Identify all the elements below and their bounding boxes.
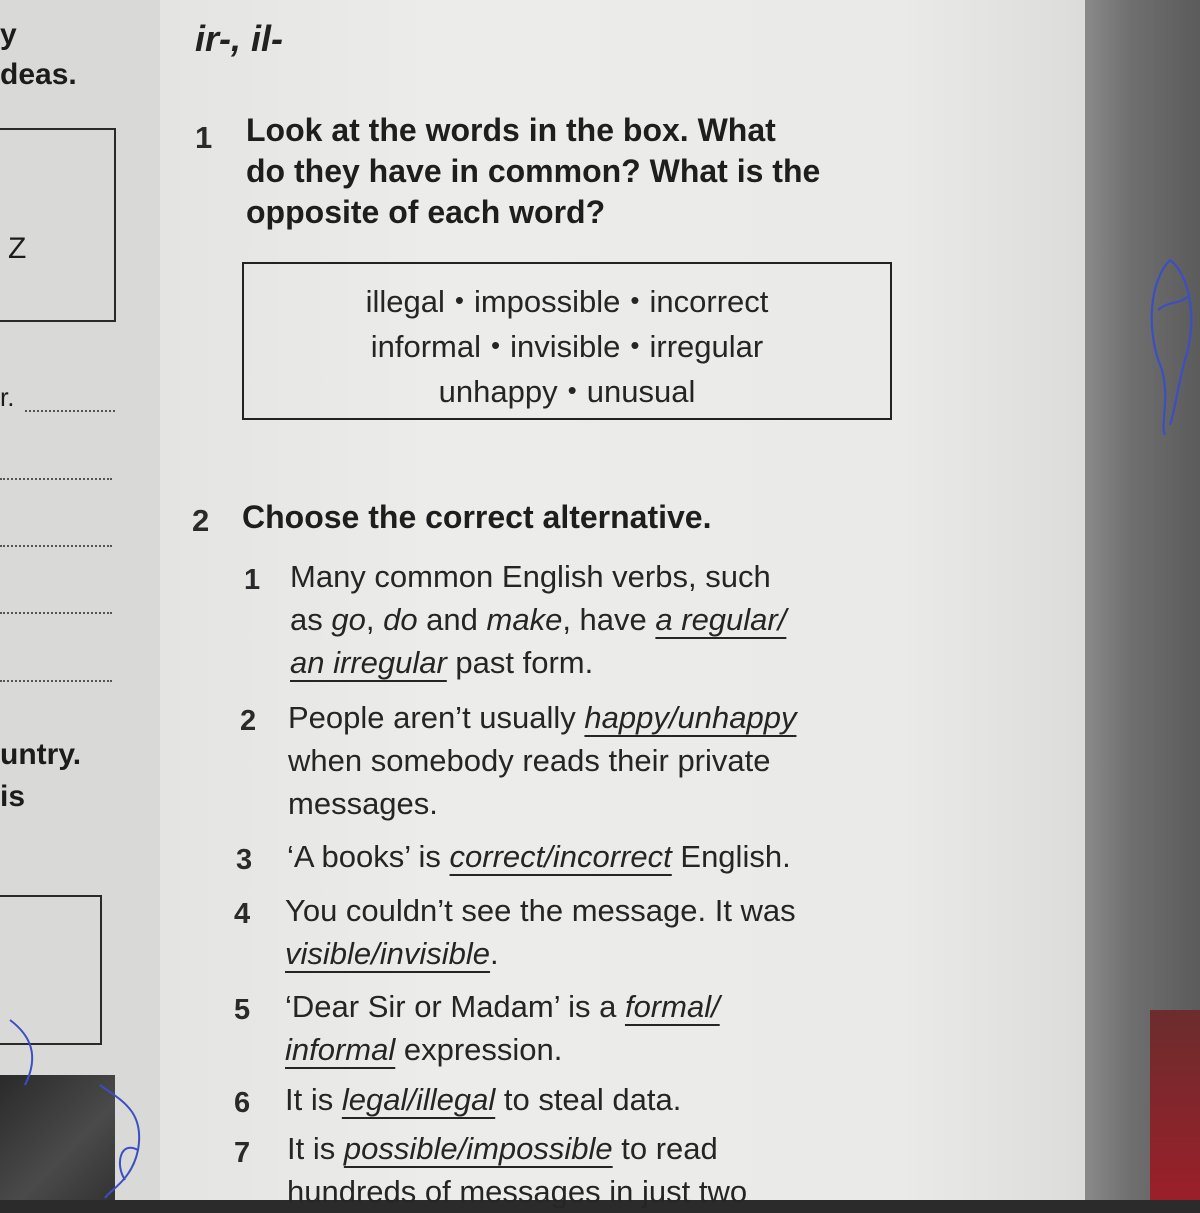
- alternative-choice[interactable]: happy/unhappy: [584, 700, 797, 735]
- left-fragment-y: y: [0, 18, 17, 51]
- left-fragment-untry: untry.: [0, 738, 82, 771]
- alternative-choice[interactable]: visible/invisible: [285, 936, 491, 971]
- word-box-row: [244, 325, 890, 370]
- left-write-line: [0, 612, 112, 614]
- instruction-line: Look at the words in the box. What: [246, 112, 776, 148]
- word: unhappy: [438, 374, 558, 409]
- left-write-line: [0, 680, 112, 682]
- left-answer-box: [0, 895, 102, 1045]
- left-fragment-is: is: [0, 780, 26, 813]
- item-text-segment: ‘A books’ is: [287, 839, 450, 874]
- word: irregular: [649, 329, 764, 364]
- item-text-segment: It is: [285, 1082, 342, 1117]
- word: incorrect: [649, 284, 769, 319]
- word: illegal: [365, 284, 445, 319]
- separator-dot: •: [491, 330, 501, 360]
- item-text-segment: .: [490, 936, 499, 971]
- word: unusual: [586, 374, 696, 409]
- exercise-2-number: 2: [192, 503, 210, 538]
- exercise-item-5: [285, 985, 885, 1071]
- item-text-segment: ‘Dear Sir or Madam’ is a: [285, 989, 625, 1024]
- word-box-row: [244, 280, 890, 325]
- item-text-segment: People aren’t usually: [288, 700, 585, 735]
- alternative-choice[interactable]: legal/illegal: [341, 1082, 496, 1117]
- exercise-item-7: [287, 1127, 887, 1213]
- left-write-line: [0, 478, 112, 480]
- item-text-segment: and: [417, 602, 487, 637]
- item-number: 3: [236, 844, 253, 876]
- word: informal: [370, 329, 482, 364]
- word: invisible: [510, 329, 621, 364]
- exercise-item-6: [285, 1078, 885, 1121]
- item-text-segment: make: [486, 602, 563, 637]
- item-number: 2: [240, 705, 257, 737]
- exercise-1-instruction: [246, 110, 820, 233]
- exercise-1-number: 1: [195, 120, 213, 155]
- left-write-line: [0, 545, 112, 547]
- item-text-segment: It is: [287, 1131, 344, 1166]
- item-text-segment: as: [290, 602, 332, 637]
- word-box: [242, 262, 892, 420]
- item-text-segment: hundreds of messages in just two: [287, 1174, 748, 1209]
- exercise-2-instruction: Choose the correct alternative.: [242, 499, 712, 535]
- separator-dot: •: [454, 285, 464, 315]
- separator-dot: •: [630, 330, 640, 360]
- separator-dot: •: [567, 375, 577, 405]
- item-number: 1: [244, 564, 261, 596]
- exercise-item-2: [288, 696, 888, 825]
- item-text-segment: to read: [612, 1131, 718, 1166]
- background-red-object: [1150, 1010, 1200, 1200]
- word: impossible: [473, 284, 621, 319]
- exercise-item-1: [290, 555, 890, 684]
- item-text-segment: messages.: [288, 786, 438, 821]
- item-text-segment: to steal data.: [495, 1082, 682, 1117]
- instruction-line: opposite of each word?: [246, 194, 606, 230]
- left-photo: [0, 1075, 115, 1200]
- item-number: 5: [234, 994, 251, 1026]
- left-write-line: [25, 410, 115, 412]
- left-page: [0, 0, 160, 1200]
- item-number: 7: [234, 1137, 251, 1169]
- item-number: 6: [234, 1087, 251, 1119]
- alternative-choice[interactable]: a regular/: [655, 602, 787, 637]
- separator-dot: •: [630, 285, 640, 315]
- item-text-segment: expression.: [395, 1032, 563, 1067]
- item-text-segment: English.: [671, 839, 791, 874]
- left-answer-box: [0, 128, 116, 322]
- item-text-segment: Many common English verbs, such: [290, 559, 771, 594]
- word-box-row: [244, 370, 890, 415]
- alternative-choice[interactable]: an irregular: [290, 645, 447, 680]
- item-text-segment: go: [331, 602, 366, 637]
- alternative-choice[interactable]: informal: [285, 1032, 396, 1067]
- instruction-line: do they have in common? What is the: [246, 153, 821, 189]
- exercise-item-3: [287, 835, 887, 878]
- item-text-segment: ,: [365, 602, 384, 637]
- exercise-item-4: [285, 889, 885, 975]
- left-fragment-ideas: deas.: [0, 58, 77, 91]
- section-heading: ir-, il-: [195, 18, 283, 59]
- item-text-segment: when somebody reads their private: [288, 743, 771, 778]
- item-number: 4: [234, 898, 251, 930]
- alternative-choice[interactable]: formal/: [624, 989, 720, 1024]
- left-fragment-r: r.: [0, 382, 15, 412]
- item-text-segment: past form.: [446, 645, 594, 680]
- item-text-segment: , have: [562, 602, 656, 637]
- item-text-segment: You couldn’t see the message. It was: [285, 893, 796, 928]
- alternative-choice[interactable]: correct/incorrect: [449, 839, 672, 874]
- alternative-choice[interactable]: possible/impossible: [343, 1131, 613, 1166]
- left-fragment-z: Z: [8, 232, 27, 265]
- item-text-segment: do: [383, 602, 418, 637]
